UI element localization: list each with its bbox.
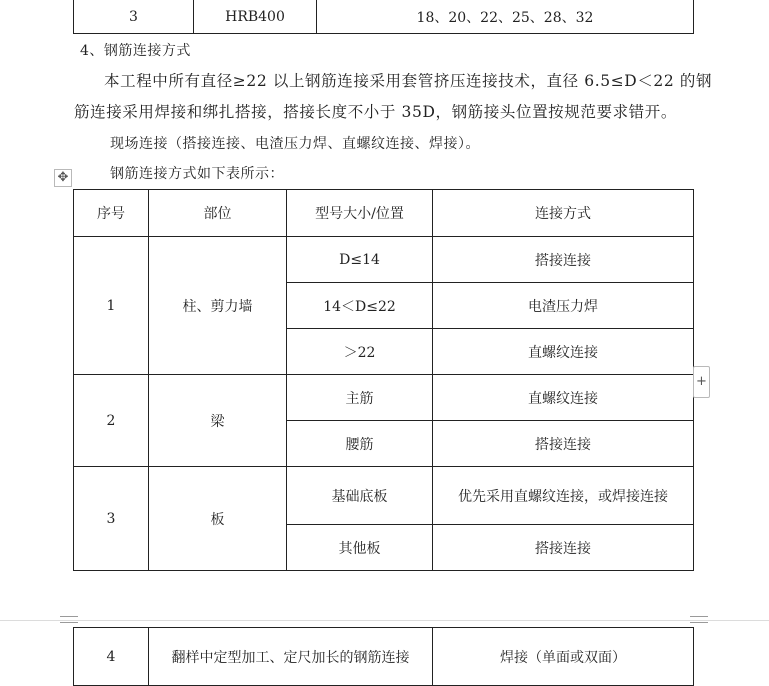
row-size: 其他板 bbox=[287, 525, 433, 571]
page-corner-mark bbox=[60, 616, 78, 617]
row-part: 柱、剪力墙 bbox=[149, 237, 287, 375]
row-method: 搭接连接 bbox=[433, 237, 694, 283]
paragraph-line-2: 筋连接采用焊接和绑扎搭接，搭接长度不小于 35D，钢筋接头位置按规范要求错开。 bbox=[74, 103, 677, 121]
row-size: 腰筋 bbox=[287, 421, 433, 467]
previous-table-fragment bbox=[73, 0, 694, 34]
table-cell-grade: HRB400 bbox=[194, 0, 317, 34]
row-part: 梁 bbox=[149, 375, 287, 467]
row-number: 1 bbox=[74, 237, 149, 375]
row-part: 翻样中定型加工、定尺加长的钢筋连接 bbox=[149, 628, 433, 686]
page-gap bbox=[0, 606, 769, 620]
paragraph-connection-types: 现场连接（搭接连接、电渣压力焊、直螺纹连接、焊接）。 bbox=[110, 136, 480, 152]
header-size: 型号大小/位置 bbox=[287, 190, 433, 237]
page-break-line bbox=[0, 620, 769, 621]
paragraph-table-intro: 钢筋连接方式如下表所示： bbox=[110, 166, 284, 182]
page-corner-mark bbox=[690, 622, 708, 623]
row-method: 优先采用直螺纹连接，或焊接连接 bbox=[433, 467, 694, 525]
page-corner-mark bbox=[690, 616, 708, 617]
row-size: ＞22 bbox=[287, 329, 433, 375]
row-part: 板 bbox=[149, 467, 287, 571]
row-number: 2 bbox=[74, 375, 149, 467]
row-number: 4 bbox=[74, 628, 149, 686]
page-corner-mark bbox=[60, 622, 78, 623]
header-method: 连接方式 bbox=[433, 190, 694, 237]
table-cell-number: 3 bbox=[74, 0, 194, 34]
move-cross-icon[interactable]: ✥ bbox=[54, 169, 72, 187]
row-size: 主筋 bbox=[287, 375, 433, 421]
row-method: 搭接连接 bbox=[433, 525, 694, 571]
header-part: 部位 bbox=[149, 190, 287, 237]
row-method: 直螺纹连接 bbox=[433, 329, 694, 375]
row-number: 3 bbox=[74, 467, 149, 571]
row-size: 14＜D≤22 bbox=[287, 283, 433, 329]
section-heading: 4、钢筋连接方式 bbox=[80, 43, 191, 59]
row-method: 搭接连接 bbox=[433, 421, 694, 467]
row-size: 基础底板 bbox=[287, 467, 433, 525]
table-cell-diameters: 18、20、22、25、28、32 bbox=[317, 0, 694, 34]
paragraph-line-1: 本工程中所有直径≥22 以上钢筋连接采用套管挤压连接技术，直径 6.5≤D＜22 的钢 bbox=[104, 72, 713, 90]
plus-icon[interactable]: + bbox=[693, 366, 710, 398]
row-method: 电渣压力焊 bbox=[433, 283, 694, 329]
row-method: 焊接（单面或双面） bbox=[433, 628, 694, 686]
header-number: 序号 bbox=[74, 190, 149, 237]
row-method: 直螺纹连接 bbox=[433, 375, 694, 421]
rebar-connection-table-continued bbox=[73, 627, 694, 686]
row-size: D≤14 bbox=[287, 237, 433, 283]
rebar-connection-table bbox=[73, 189, 694, 571]
